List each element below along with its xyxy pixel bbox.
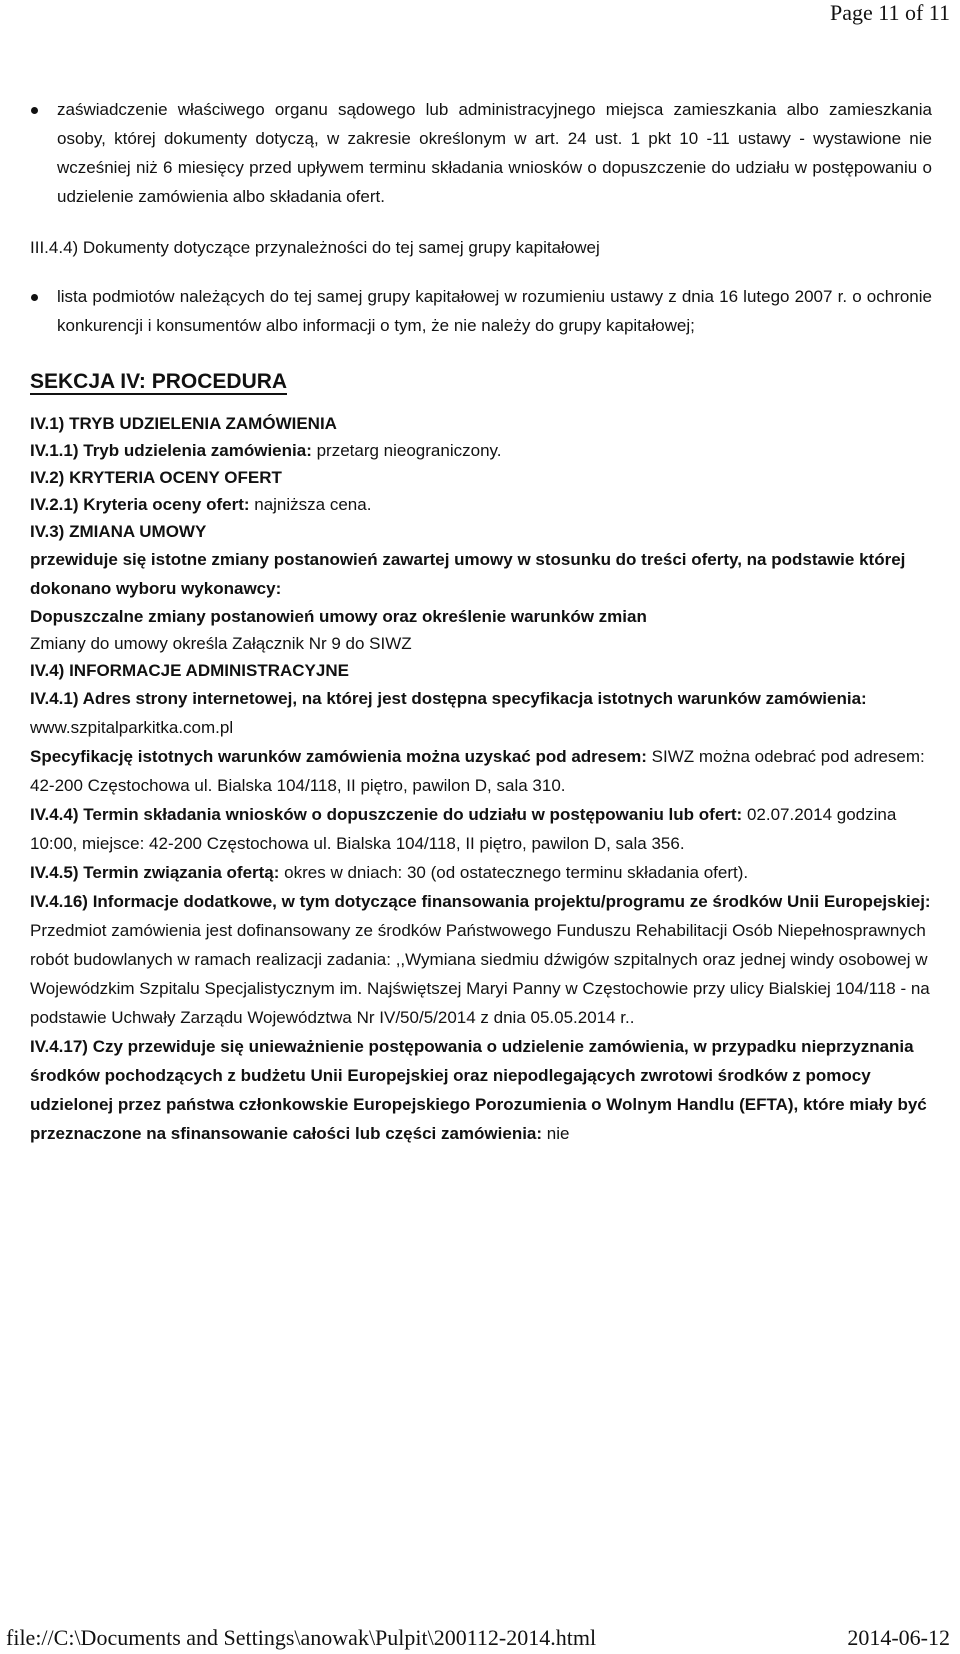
- field-iv-4-5: [0, 858, 932, 887]
- field-value: www.szpitalparkitka.com.pl: [30, 718, 234, 737]
- section-title: [0, 368, 932, 396]
- field-label: IV.2.1) Kryteria oceny ofert:: [30, 495, 250, 514]
- field-label: IV.4.1) Adres strony internetowej, na której jest dostępna specyfikacja istotnych warunków zamówienia:: [30, 689, 867, 708]
- heading-iv-2: IV.2) KRYTERIA OCENY OFERT: [30, 468, 282, 487]
- field-value: najniższa cena.: [249, 495, 372, 514]
- field-value: Przedmiot zamówienia jest dofinansowany ze środków Państwowego Funduszu Rehabilitacji Osób Niepełnosprawnych robót budowlanych w ramach realizacji zadania: ,,Wymiana siedmiu dźwigów szpitalnych oraz jednej windy osobowej w Wojewódzkim Szpitalu Specjalistycznym im. Najświętszej Maryi Panny w Częstochowie przy ulicy Bialskiej 104/118 - na podstawie Uchwały Zarządu Województwa Nr IV/50/5/2014 z dnia 05.05.2014 r..: [30, 921, 930, 1027]
- field-iv-1-1: [0, 437, 932, 464]
- heading-iv-4: IV.4) INFORMACJE ADMINISTRACYJNE: [30, 661, 349, 680]
- field-label: IV.1.1) Tryb udzielenia zamówienia:: [30, 441, 312, 460]
- field-value: SIWZ można odebrać pod adresem: 42-200 Częstochowa ul. Bialska 104/118, II piętro, pawilon D, sala 310.: [30, 747, 925, 795]
- field-value: przetarg nieograniczony.: [311, 441, 502, 460]
- field-iv-3-question: przewiduje się istotne zmiany postanowień zawartej umowy w stosunku do treści oferty, na podstawie której dokonano wyboru wykonawcy:: [30, 550, 906, 598]
- section-heading-iii-4-4: III.4.4) Dokumenty dotyczące przynależności do tej samej grupy kapitałowej: [30, 238, 600, 257]
- field-value: okres w dniach: 30 (od ostatecznego terminu składania ofert).: [279, 863, 749, 882]
- bullet-icon: [31, 294, 38, 301]
- list-item: [0, 95, 932, 211]
- field-label: IV.4.17) Czy przewiduje się unieważnienie postępowania o udzielenie zamówienia, w przypadku nieprzyznania środków pochodzących z budżetu Unii Europejskiej oraz niepodlegających zwrotowi środków z pomocy udzielonej przez państwa członkowskie Europejskiego Porozumienia o Wolnym Handlu (EFTA), które miały być przeznaczone na sfinansowanie całości lub części zamówienia:: [30, 1037, 927, 1143]
- heading-iv-3: IV.3) ZMIANA UMOWY: [30, 522, 207, 541]
- field-value: 02.07.2014 godzina 10:00, miejsce: 42-200 Częstochowa ul. Bialska 104/118, II piętro, pawilon D, sala 356.: [30, 805, 897, 853]
- bullet-icon: [31, 107, 38, 114]
- field-iv-3-sub-value: Zmiany do umowy określa Załącznik Nr 9 do SIWZ: [30, 634, 412, 653]
- field-value: nie: [542, 1124, 570, 1143]
- bullet-text: zaświadczenie właściwego organu sądowego lub administracyjnego miejsca zamieszkania albo zamieszkania osoby, której dokumenty dotyczą, w zakresie określonym w art. 24 ust. 1 pkt 10 -11 ustawy - wystawione nie wcześniej niż 6 miesięcy przed upływem terminu składania wniosków o dopuszczenie do udziału w postępowaniu o udzielenie zamówienia albo składania ofert.: [57, 100, 932, 206]
- field-spec: [0, 742, 932, 800]
- field-iv-2-1: [0, 491, 932, 518]
- footer-date: 2014-06-12: [847, 1625, 950, 1650]
- field-iv-4-4: [0, 800, 932, 858]
- heading-iv-1: IV.1) TRYB UDZIELENIA ZAMÓWIENIA: [30, 414, 337, 433]
- section-title-text: SEKCJA IV: PROCEDURA: [30, 370, 288, 393]
- footer-file-path: file://C:\Documents and Settings\anowak\Pulpit\200112-2014.html: [6, 1625, 597, 1650]
- field-iv-3-sub-heading: Dopuszczalne zmiany postanowień umowy oraz określenie warunków zmian: [30, 607, 647, 626]
- field-iv-4-17: [0, 1032, 932, 1148]
- field-label: IV.4.4) Termin składania wniosków o dopuszczenie do udziału w postępowaniu lub ofert:: [30, 805, 743, 824]
- field-label: IV.4.16) Informacje dodatkowe, w tym dotyczące finansowania projektu/programu ze środków Unii Europejskiej:: [30, 892, 931, 911]
- page-number: Page 11 of 11: [830, 0, 950, 25]
- field-label: Specyfikację istotnych warunków zamówienia można uzyskać pod adresem:: [30, 747, 647, 766]
- field-label: IV.4.5) Termin związania ofertą:: [30, 863, 280, 882]
- list-item: [0, 282, 932, 340]
- field-iv-4-16: [0, 887, 932, 1032]
- bullet-text: lista podmiotów należących do tej samej grupy kapitałowej w rozumieniu ustawy z dnia 16 lutego 2007 r. o ochronie konkurencji i konsumentów albo informacji o tym, że nie należy do grupy kapitałowej;: [57, 287, 932, 335]
- field-iv-4-1: [0, 684, 932, 742]
- document-body: [0, 95, 932, 1148]
